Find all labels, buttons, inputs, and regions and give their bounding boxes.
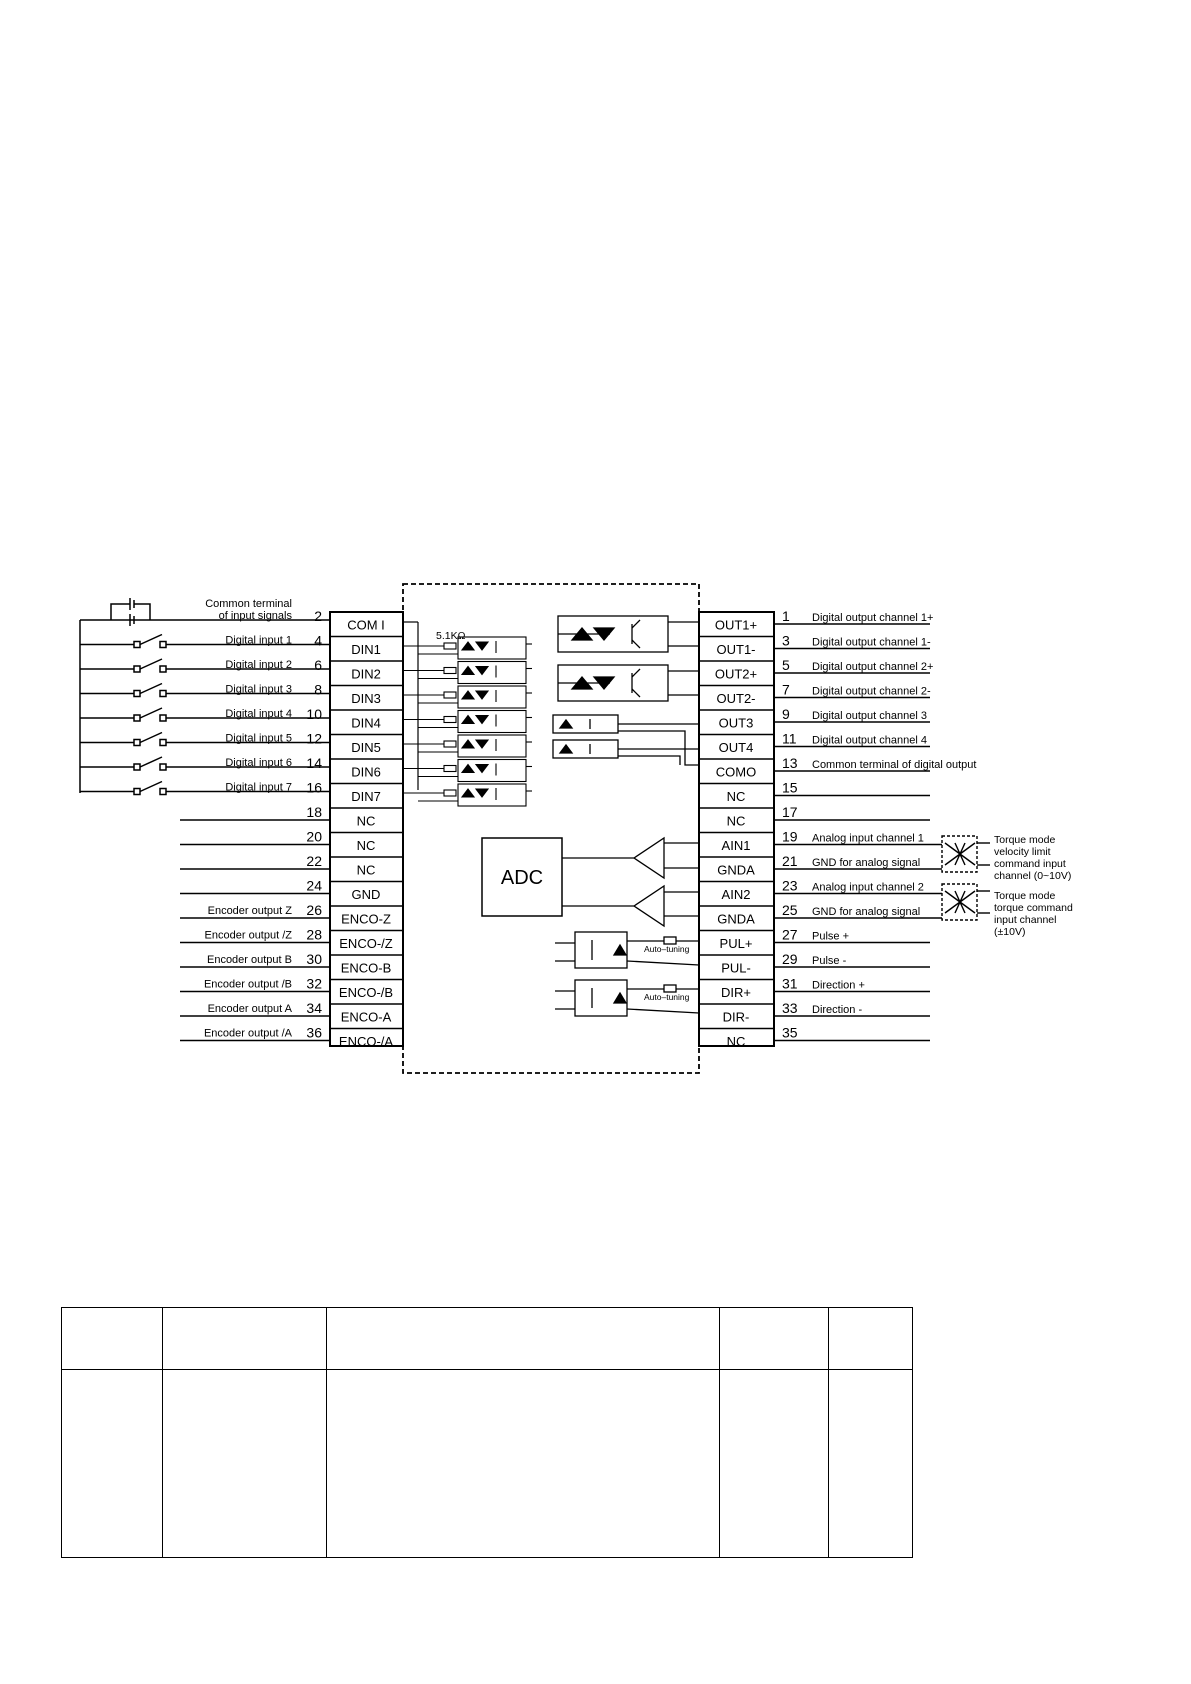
pin-number: 23 (782, 877, 798, 894)
terminal-ain1: AIN1 (721, 837, 751, 853)
terminal-como: COMO (715, 764, 757, 780)
pin-number: 30 (306, 951, 322, 967)
terminal-enco-b: ENCO-B (340, 960, 392, 976)
velocity-note-line: velocity limit (994, 846, 1051, 858)
pin-label: Digital input 4 (225, 708, 292, 720)
table-cell (829, 1308, 913, 1370)
pin-number: 1 (782, 608, 790, 624)
pin-number: 17 (782, 804, 798, 820)
input-switch (80, 632, 330, 649)
terminal-pul: PUL- (721, 960, 751, 976)
pin-number: 6 (314, 657, 322, 673)
terminal-out3: OUT3 (718, 715, 754, 731)
terminal-din3: DIN3 (351, 690, 381, 706)
input-switch (80, 681, 330, 698)
pin-number: 33 (782, 1000, 798, 1016)
pin-number: 36 (306, 1024, 322, 1041)
terminal-din7: DIN7 (351, 788, 381, 804)
table-cell (163, 1308, 327, 1370)
com-label-line2: of input signals (218, 610, 292, 622)
pin-number: 35 (782, 1024, 798, 1041)
adc-label: ADC (500, 867, 544, 889)
table-cell (62, 1308, 163, 1370)
pin-number: 7 (782, 681, 790, 698)
terminal-nc: NC (356, 837, 376, 853)
terminal-nc: NC (726, 813, 746, 829)
terminal-nc: NC (356, 813, 376, 829)
terminal-enco-a: ENCO-/A (338, 1033, 394, 1049)
input-switch (80, 779, 330, 796)
terminal-gnda: GNDA (717, 911, 755, 927)
terminal-enco-z: ENCO-Z (341, 911, 391, 927)
pin-number: 12 (306, 730, 322, 747)
velocity-note-line: Torque mode (994, 834, 1056, 846)
pin-number: 28 (306, 926, 322, 943)
table-cell (829, 1370, 913, 1558)
table-cell (720, 1370, 829, 1558)
pin-number: 14 (306, 755, 322, 771)
pin-label: Encoder output /Z (204, 929, 292, 942)
terminal-din4: DIN4 (351, 715, 381, 731)
terminal-din6: DIN6 (351, 764, 381, 780)
pin-label: Digital input 2 (225, 659, 292, 671)
terminal-out1: OUT1+ (714, 617, 758, 633)
pin-label: Digital output channel 2+ (812, 661, 934, 673)
pin-number: 27 (782, 926, 798, 943)
analog-buffers (562, 838, 699, 926)
terminal-dir: DIR- (722, 1009, 750, 1025)
pin-label: Digital input 3 (225, 683, 292, 696)
terminal-pul: PUL+ (719, 935, 753, 951)
pin-label: Digital output channel 1+ (812, 612, 934, 624)
pin-number: 13 (782, 755, 798, 771)
table-cell (720, 1308, 829, 1370)
input-optocoupler-bank (403, 622, 532, 806)
terminal-out4: OUT4 (718, 739, 754, 755)
pin-label: Direction + (812, 979, 865, 992)
pin-label: Digital output channel 2- (812, 685, 931, 698)
torque-note-line: torque command (994, 902, 1073, 914)
pin-number: 20 (306, 828, 322, 845)
input-switch (80, 708, 330, 721)
table-cell (163, 1370, 327, 1558)
left-external-wiring (80, 598, 330, 793)
pin-number: 10 (306, 706, 322, 722)
pin-label: GND for analog signal (812, 857, 921, 869)
terminal-out2: OUT2- (716, 690, 756, 706)
terminal-din2: DIN2 (351, 666, 381, 682)
terminal-din1: DIN1 (351, 641, 381, 657)
com-label-line1: Common terminal (205, 598, 292, 610)
terminal-din5: DIN5 (351, 739, 381, 755)
twisted-pair-shields (942, 836, 990, 920)
terminal-ain2: AIN2 (721, 886, 751, 902)
autotune-label-1: Auto–tuning (644, 944, 690, 954)
table-cell (62, 1370, 163, 1558)
pin-label: Digital input 1 (225, 634, 292, 647)
terminal-gnda: GNDA (717, 862, 755, 878)
pin-label: Direction - (812, 1004, 863, 1016)
pin-number: 18 (306, 804, 322, 820)
pin-label: Pulse - (812, 955, 847, 967)
table-cell (327, 1308, 720, 1370)
pin-label: Digital output channel 1- (812, 636, 931, 649)
autotune-label-2: Auto–tuning (644, 992, 690, 1002)
input-switch (80, 659, 330, 672)
pin-label: Digital input 7 (225, 781, 292, 794)
pin-number: 32 (306, 975, 322, 992)
pin-number: 19 (782, 828, 798, 845)
input-switch (80, 757, 330, 770)
terminal-enco-b: ENCO-/B (338, 984, 394, 1000)
terminal-com-i: COM I (347, 617, 385, 633)
pin-label: Digital output channel 4 (812, 734, 927, 747)
terminal-out2: OUT2+ (714, 666, 758, 682)
terminal-gnd: GND (351, 886, 381, 902)
pin-number: 26 (306, 902, 322, 918)
pin-label: Digital input 6 (225, 757, 292, 769)
pin-label: Encoder output Z (207, 905, 292, 917)
terminal-nc: NC (726, 788, 746, 804)
pin-number: 16 (306, 779, 322, 796)
pin-label: Digital input 5 (225, 732, 292, 745)
terminal-nc: NC (726, 1033, 746, 1049)
empty-table (61, 1307, 913, 1558)
pin-number: 8 (314, 681, 322, 698)
terminal-out1: OUT1- (716, 641, 756, 657)
pin-number: 29 (782, 951, 798, 967)
pin-label: Analog input channel 2 (812, 881, 924, 894)
pin-number: 9 (782, 706, 790, 722)
pin-number: 4 (314, 632, 322, 649)
pin-number: 22 (306, 853, 322, 869)
terminal-nc: NC (356, 862, 376, 878)
pin-label: Encoder output /A (203, 1027, 292, 1040)
output-optocouplers (553, 616, 699, 765)
pin-number: 21 (782, 853, 798, 869)
terminal-dir: DIR+ (721, 984, 751, 1000)
pin-label: Pulse + (812, 930, 849, 943)
pin-label: Analog input channel 1 (812, 832, 924, 845)
resistor-label: 5.1KΩ (436, 630, 466, 642)
velocity-note-line: command input (994, 858, 1066, 870)
pin-number: 25 (782, 902, 798, 918)
pin-number: 15 (782, 779, 798, 796)
pin-number: 2 (314, 608, 322, 624)
velocity-note-line: channel (0~10V) (994, 870, 1072, 882)
pin-label: Encoder output /B (203, 978, 292, 991)
input-switch (80, 730, 330, 747)
pin-label: Digital output channel 3 (812, 710, 927, 722)
pin-number: 11 (782, 730, 797, 747)
torque-note-line: Torque mode (994, 890, 1056, 902)
table-row (62, 1308, 913, 1370)
table-row (62, 1370, 913, 1558)
pin-number: 3 (782, 632, 790, 649)
table-cell (327, 1370, 720, 1558)
pin-number: 34 (306, 1000, 322, 1016)
torque-note-line: (±10V) (994, 926, 1026, 938)
pin-number: 31 (782, 975, 798, 992)
pin-number: 5 (782, 657, 790, 673)
pin-label: Common terminal of digital output (812, 759, 977, 771)
pin-label: GND for analog signal (812, 906, 921, 918)
terminal-enco-a: ENCO-A (340, 1009, 392, 1025)
pin-label: Encoder output A (207, 1003, 292, 1015)
pin-label: Encoder output B (206, 954, 292, 966)
terminal-enco-z: ENCO-/Z (339, 935, 393, 951)
pin-number: 24 (306, 877, 322, 894)
torque-note-line: input channel (994, 914, 1057, 926)
